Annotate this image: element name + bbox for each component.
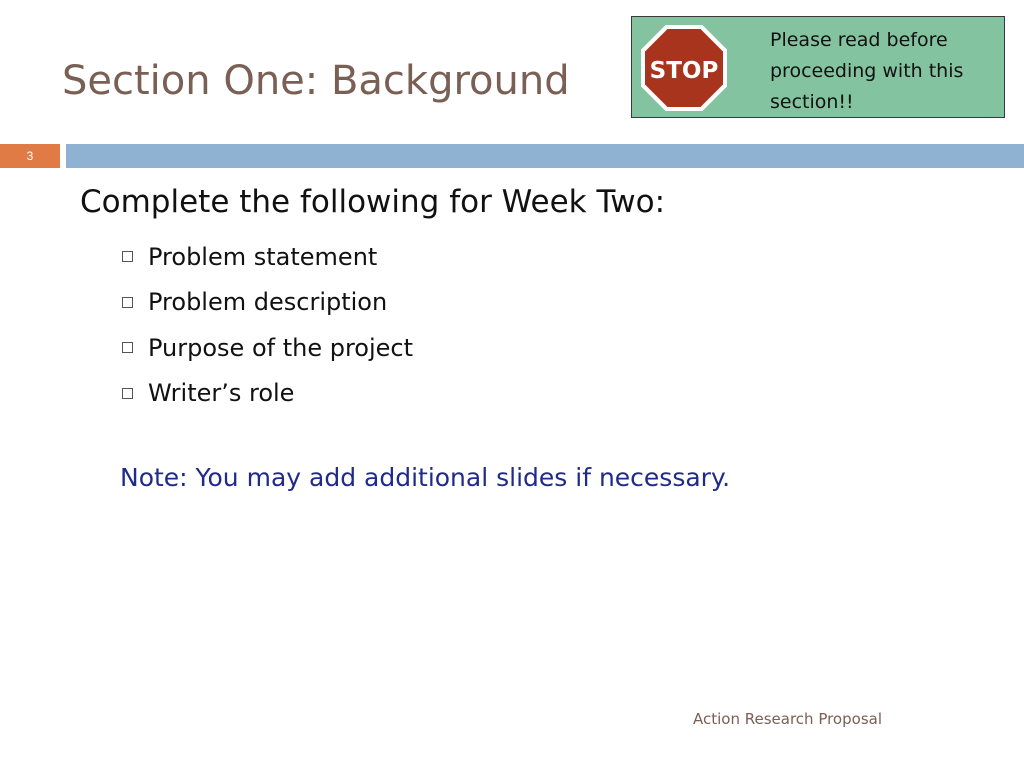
checkbox-bullet-icon — [122, 342, 133, 353]
checkbox-bullet-icon — [122, 297, 133, 308]
checkbox-bullet-icon — [122, 251, 133, 262]
stop-sign-label: STOP — [649, 58, 719, 84]
list-item — [122, 325, 413, 371]
content-heading: Complete the following for Week Two: — [80, 184, 666, 220]
callout-text: Please read before proceeding with this section!! — [770, 29, 964, 113]
slide-title: Section One: Background — [62, 58, 570, 104]
stop-callout — [631, 16, 1005, 118]
slide-number-badge — [0, 144, 60, 168]
list-item-label: Problem statement — [148, 242, 378, 271]
header-bar — [66, 144, 1024, 168]
stop-sign-icon — [640, 24, 728, 112]
list-item-label: Purpose of the project — [148, 333, 414, 362]
checkbox-bullet-icon — [122, 388, 133, 399]
list-item — [122, 371, 413, 417]
slide-number: 3 — [26, 149, 34, 163]
checklist — [122, 234, 413, 416]
list-item-label: Writer’s role — [148, 379, 295, 408]
list-item — [122, 234, 413, 280]
list-item — [122, 280, 413, 326]
list-item-label: Problem description — [148, 288, 388, 317]
footer-text: Action Research Proposal — [693, 710, 882, 728]
note-text: Note: You may add additional slides if necessary. — [120, 463, 731, 492]
